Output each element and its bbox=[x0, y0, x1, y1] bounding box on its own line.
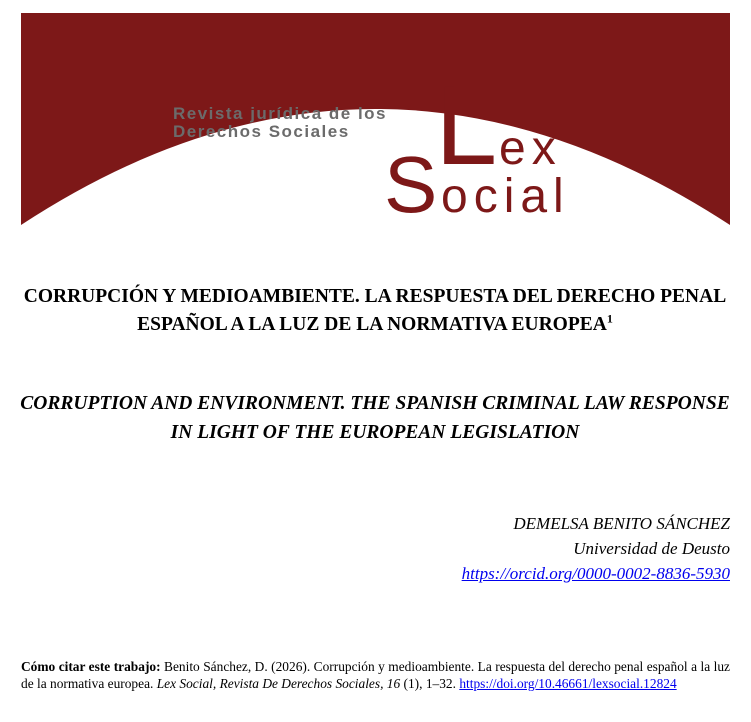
article-title-english: CORRUPTION AND ENVIRONMENT. THE SPANISH CRIMINAL LAW RESPONSE IN LIGHT OF THE EUROPEAN LEGISLATION bbox=[20, 393, 730, 443]
title-footnote-marker[interactable]: 1 bbox=[606, 311, 613, 326]
author-affiliation: Universidad de Deusto bbox=[573, 539, 730, 558]
logo-letter-l: L bbox=[435, 63, 498, 188]
journal-banner bbox=[21, 13, 730, 225]
author-name: DEMELSA BENITO SÁNCHEZ bbox=[513, 514, 730, 533]
logo-word-ocial: ocial bbox=[441, 170, 570, 223]
logo-letter-s: S bbox=[384, 140, 438, 225]
journal-subtitle-line2: Derechos Sociales bbox=[173, 122, 350, 141]
citation-journal: Lex Social, Revista De Derechos Sociales, 16 bbox=[156, 676, 401, 691]
journal-banner-graphic bbox=[21, 13, 730, 225]
title-es-text: CORRUPCIÓN Y MEDIOAMBIENTE. LA RESPUESTA DEL DERECHO PENAL ESPAÑOL A LA LUZ DE LA NORMATIVA EUROPEA bbox=[23, 286, 727, 335]
citation-issue-pages: (1), 1–32. bbox=[400, 676, 460, 691]
author-block bbox=[462, 511, 730, 586]
journal-subtitle-line1: Revista jurídica de los bbox=[173, 104, 388, 123]
citation-text: Benito Sánchez, D. (2026). Corrupción y medioambiente. La respuesta del derecho penal español a la luz de la normativa europea. bbox=[21, 659, 730, 691]
citation-block bbox=[21, 658, 730, 692]
logo-word-ex: ex bbox=[499, 122, 562, 175]
citation-label: Cómo citar este trabajo: bbox=[21, 659, 161, 674]
article-title-spanish bbox=[20, 283, 730, 339]
author-orcid-link[interactable]: https://orcid.org/0000-0002-8836-5930 bbox=[461, 564, 730, 583]
citation-doi-link[interactable]: https://doi.org/10.46661/lexsocial.12824 bbox=[459, 676, 677, 691]
